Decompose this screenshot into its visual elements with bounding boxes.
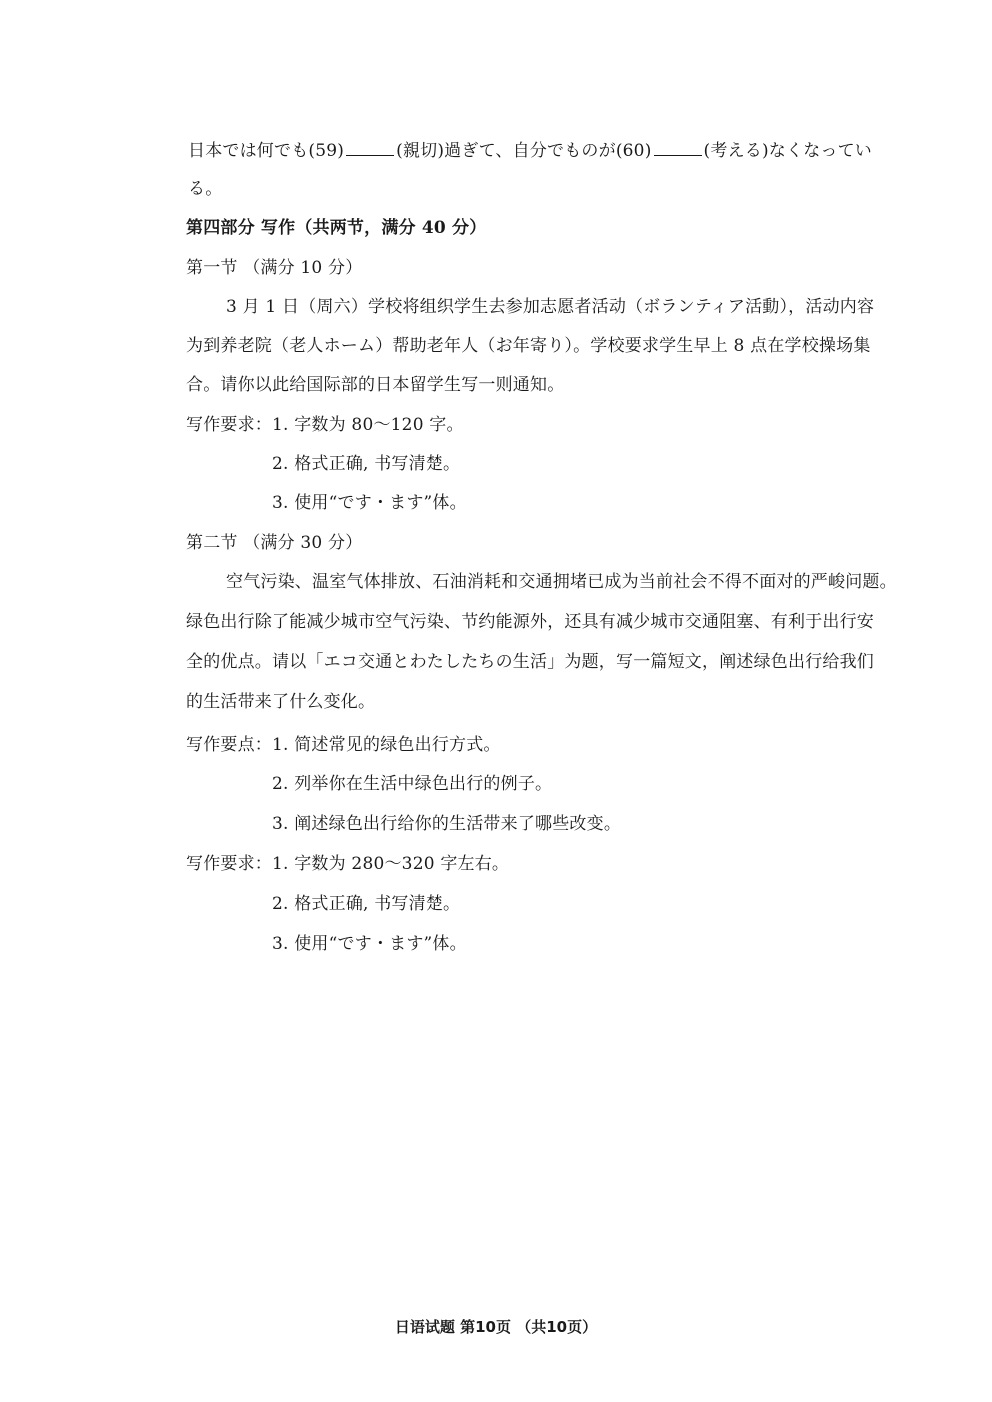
section1-requirement: 3. 使用“です・ます”体。 (272, 493, 467, 513)
section1-prompt-line: 合。请你以此给国际部的日本留学生写一则通知。 (186, 375, 565, 395)
section1-requirement: 1. 字数为 80～120 字。 (272, 415, 464, 435)
section1-prompt-line: 为到养老院（老人ホーム）帮助老年人（お年寄り）。学校要求学生早上 8 点在学校操场集 (186, 336, 871, 356)
section2-requirements-label: 写作要求： (186, 854, 272, 874)
section1-requirement: 2. 格式正确, 书写清楚。 (272, 454, 461, 474)
section1-heading: 第一节 （满分 10 分） (186, 258, 363, 278)
section2-point: 1. 简述常见的绿色出行方式。 (272, 735, 501, 755)
question-59-60-part3: (考える)なくなってい (703, 141, 872, 161)
section2-prompt-line: 全的优点。请以「エコ交通とわたしたちの生活」为题，写一篇短文，阐述绿色出行给我们 (186, 652, 874, 672)
question-59-60-line (188, 139, 872, 163)
section2-requirement: 2. 格式正确, 书写清楚。 (272, 894, 461, 914)
question-59-60-part1: 日本では何でも(59) (188, 141, 345, 161)
section2-prompt-line: 空气污染、温室气体排放、石油消耗和交通拥堵已成为当前社会不得不面对的严峻问题。 (226, 572, 897, 592)
answer-blank-59 (346, 141, 394, 156)
question-59-60-line2: る。 (188, 179, 223, 199)
section2-requirement: 1. 字数为 280～320 字左右。 (272, 854, 510, 874)
page-footer: 日语试题 第10页 （共10页） (394, 1318, 598, 1336)
section2-prompt-line: 的生活带来了什么变化。 (186, 692, 376, 712)
section2-heading: 第二节 （满分 30 分） (186, 533, 363, 553)
section1-prompt-line: 3 月 1 日（周六）学校将组织学生去参加志愿者活动（ボランティア活動），活动内容 (226, 297, 875, 317)
section2-point: 2. 列举你在生活中绿色出行的例子。 (272, 774, 553, 794)
part4-heading: 第四部分 写作（共两节，满分 40 分） (186, 218, 487, 238)
answer-blank-60 (654, 141, 702, 156)
question-59-60-part2: (親切)過ぎて、自分でものが(60) (396, 141, 652, 161)
section2-point: 3. 阐述绿色出行给你的生活带来了哪些改变。 (272, 814, 622, 834)
section2-points-label: 写作要点： (186, 735, 272, 755)
section2-requirement: 3. 使用“です・ます”体。 (272, 934, 467, 954)
section2-prompt-line: 绿色出行除了能减少城市空气污染、节约能源外，还具有减少城市交通阻塞、有利于出行安 (186, 612, 874, 632)
section1-requirements-label: 写作要求： (186, 415, 272, 435)
